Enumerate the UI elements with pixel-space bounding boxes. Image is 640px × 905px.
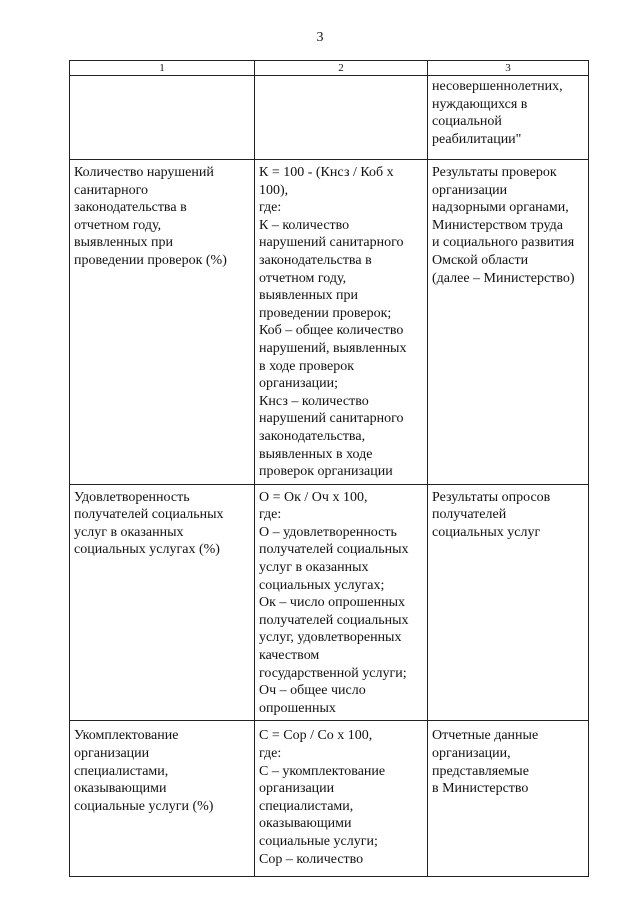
- table-header-row: [70, 61, 589, 76]
- indicator-line: получателей социальных: [74, 507, 224, 523]
- source-line: организации,: [432, 746, 511, 761]
- cell-formula: [255, 76, 428, 160]
- formula-line: отчетном году,: [259, 270, 347, 286]
- source-line: получателей: [432, 507, 507, 523]
- page-number: 3: [316, 30, 324, 45]
- formula-line: нарушений санитарного: [259, 411, 404, 427]
- source-line: надзорными органами,: [432, 200, 569, 216]
- indicator-line: отчетном году,: [74, 217, 162, 233]
- source-line: Отчетные данные: [432, 728, 539, 744]
- formula-line: получателей социальных: [259, 612, 409, 628]
- source-line: Министерством труда: [432, 217, 563, 233]
- indicators-table: [69, 60, 589, 877]
- source-line: в Министерство: [432, 781, 529, 797]
- indicator-line: Количество нарушений: [74, 165, 214, 180]
- formula-line: услуг, удовлетворенных: [259, 630, 402, 646]
- table-row: [70, 721, 589, 877]
- indicator-line: Укомплектование: [74, 728, 179, 744]
- formula-line: социальных услугах;: [259, 577, 385, 593]
- indicator-line: санитарного: [74, 182, 148, 198]
- cell-indicator: [70, 76, 255, 160]
- indicator-line: законодательства в: [74, 200, 187, 216]
- source-line: Результаты проверок: [432, 165, 557, 180]
- cell-indicator: [70, 721, 255, 877]
- formula-line: нарушений санитарного: [259, 235, 404, 251]
- source-line: Результаты опросов: [432, 489, 551, 505]
- formula-line: услуг в оказанных: [259, 560, 369, 576]
- formula-line: где:: [259, 746, 282, 761]
- formula-line: законодательства,: [259, 428, 366, 444]
- indicator-line: социальных услугах (%): [74, 542, 220, 558]
- source-line: реабилитации": [432, 131, 522, 147]
- formula-line: организации;: [259, 376, 339, 392]
- formula-line: специалистами,: [259, 798, 354, 814]
- table-row: [70, 76, 589, 160]
- cell-indicator: [70, 484, 255, 721]
- formula-line: С = Сор / Со х 100,: [259, 728, 373, 744]
- table-row: [70, 484, 589, 721]
- indicator-line: организации: [74, 746, 150, 761]
- column-header-2: 2: [255, 61, 428, 76]
- cell-formula: [255, 160, 428, 485]
- source-line: несовершеннолетних,: [432, 79, 563, 94]
- column-header-3: 3: [428, 61, 589, 76]
- formula-line: опрошенных: [259, 700, 336, 716]
- cell-formula: [255, 721, 428, 877]
- formula-line: нарушений, выявленных: [259, 340, 407, 356]
- formula-line: О – удовлетворенность: [259, 524, 397, 540]
- cell-formula: [255, 484, 428, 721]
- formula-line: в ходе проверок: [259, 358, 355, 374]
- formula-line: О = Ок / Оч х 100,: [259, 489, 368, 505]
- source-line: социальной: [432, 114, 502, 130]
- formula-line: государственной услуги;: [259, 665, 407, 681]
- formula-line: проверок организации: [259, 464, 393, 480]
- formula-line: Оч – общее число: [259, 683, 366, 699]
- cell-indicator: [70, 160, 255, 485]
- formula-line: Сор – количество: [259, 851, 364, 867]
- formula-line: К = 100 - (Кнсз / Коб х 100),: [259, 165, 394, 198]
- cell-source: [428, 76, 589, 160]
- indicator-line: Удовлетворенность: [74, 489, 190, 505]
- indicator-line: выявленных при: [74, 235, 173, 251]
- cell-source: [428, 484, 589, 721]
- source-line: и социального развития: [432, 235, 575, 251]
- formula-line: законодательства в: [259, 252, 372, 268]
- formula-line: Коб – общее количество: [259, 323, 404, 339]
- formula-line: где:: [259, 507, 282, 523]
- table-row: [70, 160, 589, 485]
- formula-line: К – количество: [259, 217, 350, 233]
- indicator-line: проведении проверок (%): [74, 252, 227, 268]
- formula-line: получателей социальных: [259, 542, 409, 558]
- source-line: (далее – Министерство): [432, 270, 575, 286]
- indicator-line: социальные услуги (%): [74, 798, 214, 814]
- formula-line: где:: [259, 200, 282, 216]
- source-line: организации: [432, 182, 508, 198]
- formula-line: организации: [259, 781, 335, 797]
- formula-line: социальные услуги;: [259, 833, 378, 849]
- cell-source: [428, 721, 589, 877]
- formula-line: выявленных в ходе: [259, 446, 373, 462]
- source-line: социальных услуг: [432, 524, 541, 540]
- formula-line: оказывающими: [259, 816, 352, 832]
- formula-line: проведении проверок;: [259, 305, 392, 321]
- source-line: нуждающихся в: [432, 96, 528, 112]
- source-line: представляемые: [432, 763, 529, 779]
- indicator-line: оказывающими: [74, 781, 167, 797]
- formula-line: С – укомплектование: [259, 763, 386, 779]
- formula-line: качеством: [259, 648, 320, 664]
- formula-line: выявленных при: [259, 288, 358, 304]
- indicator-line: специалистами,: [74, 763, 169, 779]
- cell-source: [428, 160, 589, 485]
- formula-line: Кнсз – количество: [259, 393, 369, 409]
- source-line: Омской области: [432, 252, 529, 268]
- column-header-1: 1: [70, 61, 255, 76]
- formula-line: Ок – число опрошенных: [259, 595, 406, 611]
- indicator-line: услуг в оказанных: [74, 524, 184, 540]
